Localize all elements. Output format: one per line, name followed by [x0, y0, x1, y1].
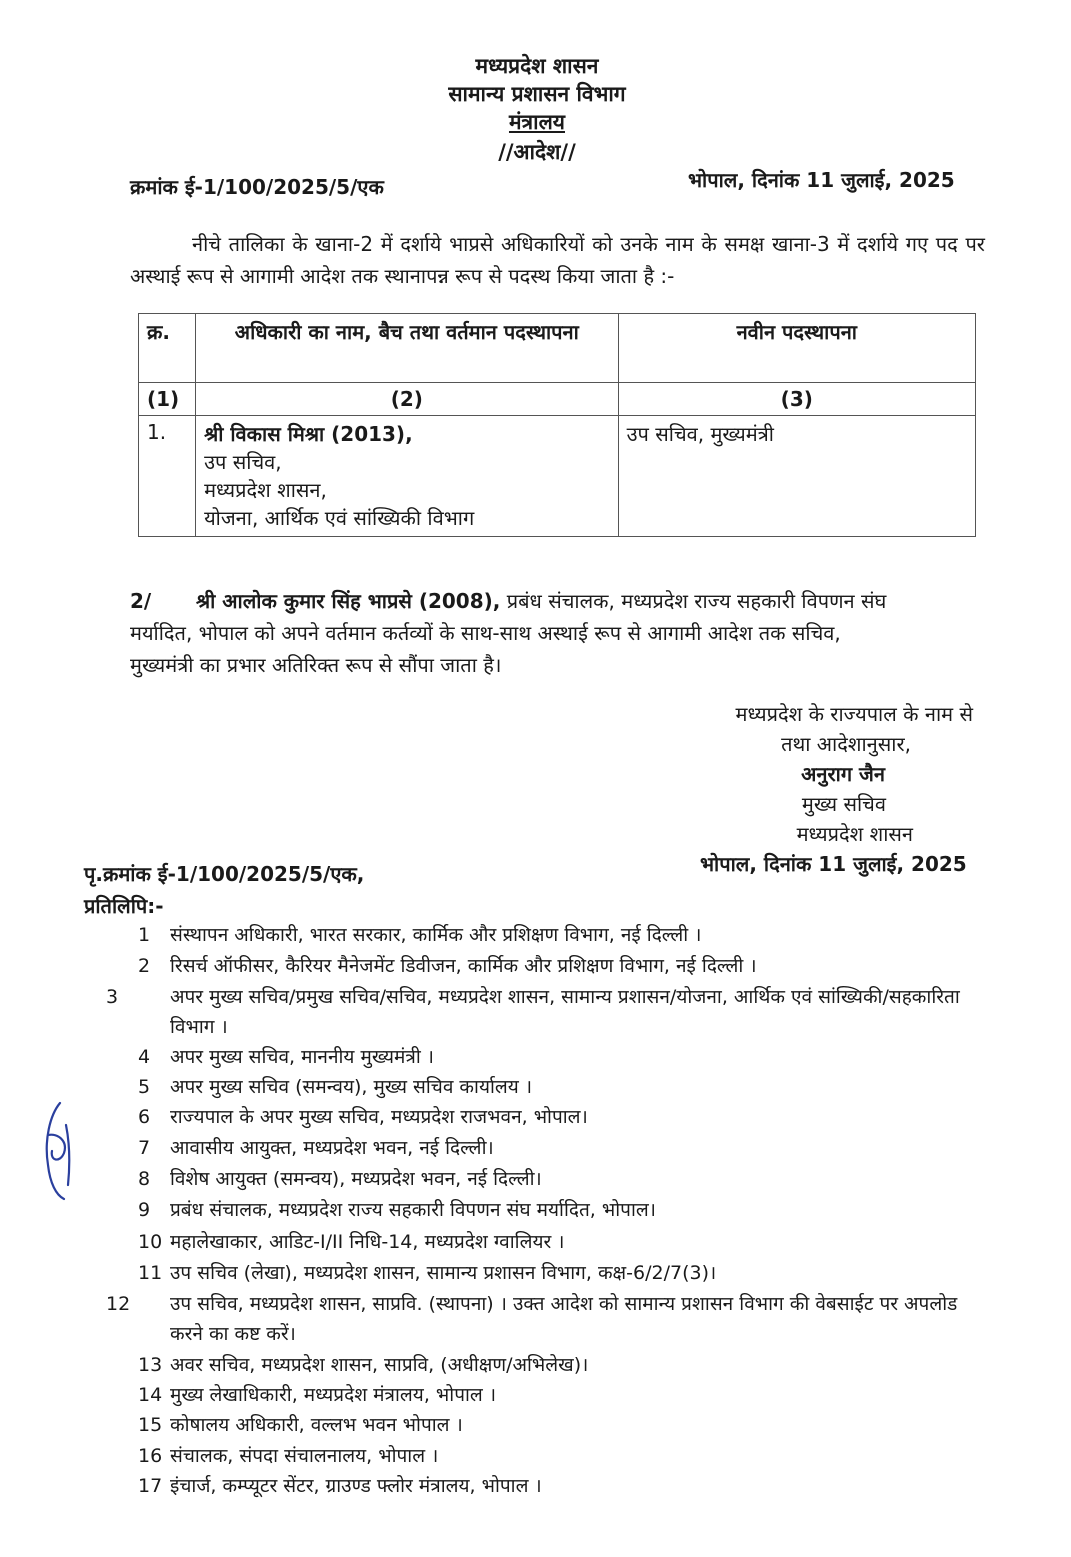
endorsement-place-date: भोपाल, दिनांक 11 जुलाई, 2025	[700, 852, 967, 876]
list-item: 3 अपर मुख्य सचिव/प्रमुख सचिव/सचिव, मध्यप्रदेश शासन, सामान्य प्रशासन/योजना, आर्थिक एवं सांख्यिकी/सहकारिता विभाग ।	[106, 986, 960, 1038]
table-colnum-row	[139, 383, 976, 416]
list-item: 14 मुख्य लेखाधिकारी, मध्यप्रदेश मंत्रालय, भोपाल ।	[138, 1384, 497, 1406]
para2-officer-name: श्री आलोक कुमार सिंह भाप्रसे (2008),	[196, 589, 501, 613]
header-government: मध्यप्रदेश शासन	[475, 54, 599, 78]
list-item: 12 उप सचिव, मध्यप्रदेश शासन, साप्रवि. (स्थापना) । उक्त आदेश को सामान्य प्रशासन विभाग की वेबसाईट पर अपलोड करने का कष्ट करें।	[106, 1293, 958, 1345]
para2-text-2: मर्यादित, भोपाल को अपने वर्तमान कर्तव्यों के साथ-साथ अस्थाई रूप से आगामी आदेश तक सचिव,	[130, 621, 841, 645]
para2-number: 2/	[130, 589, 152, 613]
row-officer	[196, 416, 619, 537]
list-item: 2 रिसर्च ऑफीसर, कैरियर मैनेजमेंट डिवीजन, कार्मिक और प्रशिक्षण विभाग, नई दिल्ली ।	[138, 955, 757, 977]
row-new-posting: उप सचिव, मुख्यमंत्री	[618, 416, 975, 537]
officer-department: योजना, आर्थिक एवं सांख्यिकी विभाग	[204, 506, 475, 530]
order-number: क्रमांक ई-1/100/2025/5/एक	[130, 175, 384, 199]
paragraph-2	[130, 585, 990, 681]
list-item: 7 आवासीय आयुक्त, मध्यप्रदेश भवन, नई दिल्ली।	[138, 1137, 494, 1159]
list-item: 10 महालेखाकार, आडिट-I/II निधि-14, मध्यप्रदेश ग्वालियर ।	[138, 1231, 565, 1253]
signature-line-1: मध्यप्रदेश के राज्यपाल के नाम से	[735, 702, 973, 726]
list-item: 11 उप सचिव (लेखा), मध्यप्रदेश शासन, सामान्य प्रशासन विभाग, कक्ष-6/2/7(3)।	[138, 1262, 717, 1284]
officer-designation: उप सचिव,	[204, 450, 282, 474]
list-item: 4 अपर मुख्य सचिव, माननीय मुख्यमंत्री ।	[138, 1046, 434, 1068]
row-serial: 1.	[139, 416, 196, 537]
list-item: 5 अपर मुख्य सचिव (समन्वय), मुख्य सचिव कार्यालय ।	[138, 1076, 533, 1098]
signatory-org: मध्यप्रदेश शासन	[796, 822, 913, 846]
header-officer: अधिकारी का नाम, बैच तथा वर्तमान पदस्थापना	[196, 314, 619, 383]
officer-name: श्री विकास मिश्रा (2013),	[204, 422, 413, 446]
header-order-title: //आदेश//	[498, 140, 576, 164]
header-serial: क्र.	[139, 314, 196, 383]
para2-text-3: मुख्यमंत्री का प्रभार अतिरिक्त रूप से सौंपा जाता है।	[130, 653, 502, 677]
header-department: सामान्य प्रशासन विभाग	[448, 82, 626, 106]
order-place-date: भोपाल, दिनांक 11 जुलाई, 2025	[688, 168, 955, 192]
endorsement-number: पृ.क्रमांक ई-1/100/2025/5/एक,	[84, 862, 365, 886]
posting-table	[138, 313, 976, 537]
colnum-1: (1)	[139, 383, 196, 416]
list-item: 16 संचालक, संपदा संचालनालय, भोपाल ।	[138, 1445, 439, 1467]
handwritten-initials	[30, 1095, 80, 1205]
table-row	[139, 416, 976, 537]
list-item: 17 इंचार्ज, कम्प्यूटर सेंटर, ग्राउण्ड फ्लोर मंत्रालय, भोपाल ।	[138, 1475, 542, 1497]
signatory-designation: मुख्य सचिव	[801, 792, 886, 816]
list-item: 13 अवर सचिव, मध्यप्रदेश शासन, साप्रवि, (अधीक्षण/अभिलेख)।	[138, 1354, 589, 1376]
list-item: 6 राज्यपाल के अपर मुख्य सचिव, मध्यप्रदेश राजभवन, भोपाल।	[138, 1106, 588, 1128]
list-item: 8 विशेष आयुक्त (समन्वय), मध्यप्रदेश भवन, नई दिल्ली।	[138, 1168, 542, 1190]
header-ministry: मंत्रालय	[508, 110, 565, 134]
officer-org: मध्यप्रदेश शासन,	[204, 478, 327, 502]
para2-text-1: प्रबंध संचालक, मध्यप्रदेश राज्य सहकारी विपणन संघ	[500, 589, 887, 613]
intro-paragraph: नीचे तालिका के खाना-2 में दर्शाये भाप्रसे अधिकारियों को उनके नाम के समक्ष खाना-3 में दर्शाये गए पद पर अस्थाई रूप से आगामी आदेश तक स्थानापन्न रूप से पदस्थ किया जाता है :-	[130, 232, 985, 288]
copy-to-label: प्रतिलिपि:-	[84, 894, 164, 918]
list-item: 9 प्रबंध संचालक, मध्यप्रदेश राज्य सहकारी विपणन संघ मर्यादित, भोपाल।	[138, 1199, 656, 1221]
list-item: 1 संस्थापन अधिकारी, भारत सरकार, कार्मिक और प्रशिक्षण विभाग, नई दिल्ली ।	[138, 924, 702, 946]
colnum-2: (2)	[196, 383, 619, 416]
table-header-row	[139, 314, 976, 383]
list-item: 15 कोषालय अधिकारी, वल्लभ भवन भोपाल ।	[138, 1414, 463, 1436]
signature-line-2: तथा आदेशानुसार,	[781, 732, 911, 756]
signatory-name: अनुराग जैन	[801, 762, 885, 786]
header-new-posting: नवीन पदस्थापना	[618, 314, 975, 383]
colnum-3: (3)	[618, 383, 975, 416]
